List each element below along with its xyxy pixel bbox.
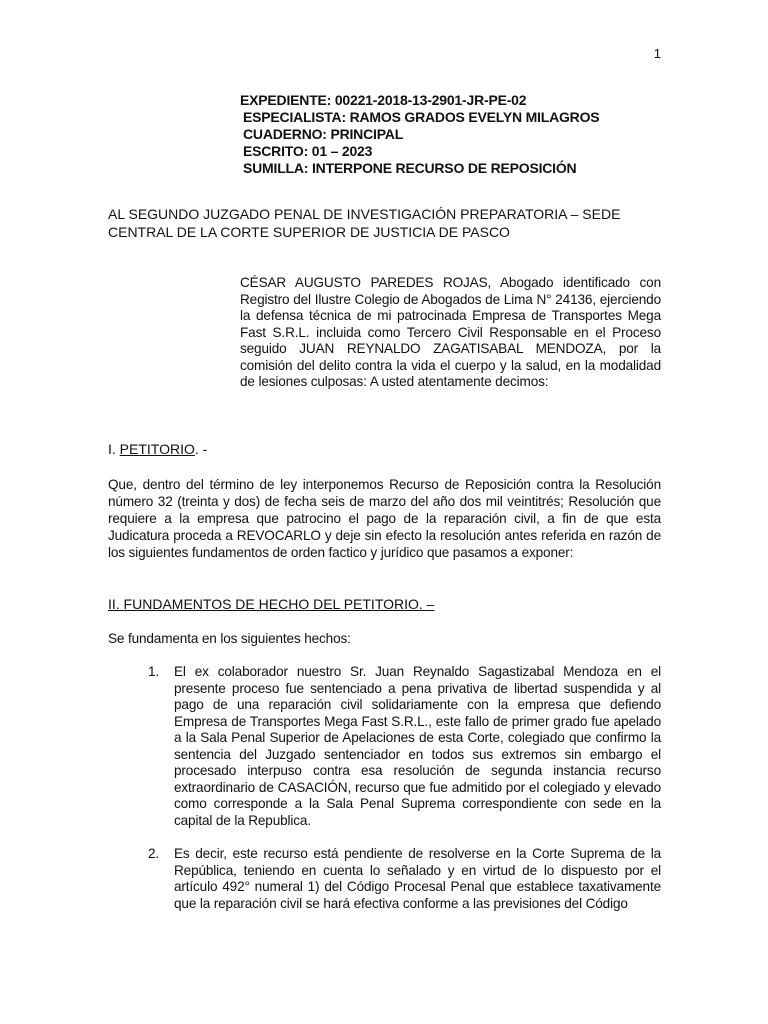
list-item-number: 2. (148, 846, 160, 861)
list-item (148, 846, 661, 912)
case-header (240, 92, 599, 177)
list-item-text: El ex colaborador nuestro Sr. Juan Reynaldo Sagastizabal Mendoza en el presente proceso fue sentenciado a pena privativa de libertad suspendida y al pago de una reparación civil solidariamente con la empresa que defiendo Empresa de Transportes Mega Fast S.R.L., este fallo de primer grado fue apelado a la Sala Penal Superior de Apelaciones de esta Corte, colegiado que confirmo la sentencia del Juzgado sentenciador en todos sus extremos sin embargo el procesado interpuso contra esa resolución de segunda instancia recurso extraordinario de CASACIÓN, recurso que fue admitido por el colegiado y elevado como corresponde a la Sala Penal Suprema correspondiente con sede en la capital de la Republica. (174, 664, 661, 828)
list-item-text: Es decir, este recurso está pendiente de resolverse en la Corte Suprema de la República, teniendo en cuenta lo señalado y en virtud de lo dispuesto por el artículo 492° numeral 1) del Código Procesal Penal que establece taxativamente que la reparación civil se hará efectiva conforme a las previsiones del Código (174, 846, 661, 911)
section-title: PETITORIO (119, 441, 195, 457)
especialista-line: ESPECIALISTA: RAMOS GRADOS EVELYN MILAGROS (243, 109, 600, 125)
page-number: 1 (653, 46, 661, 61)
section-fundamentos-heading: II. FUNDAMENTOS DE HECHO DEL PETITORIO. – (108, 596, 435, 612)
intro-paragraph: CÉSAR AUGUSTO PAREDES ROJAS, Abogado identificado con Registro del Ilustre Colegio de Abogados de Lima N° 24136, ejerciendo la defensa técnica de mi patrocinada Empresa de Transportes Mega Fast S.R.L. incluida como Tercero Civil Responsable en el Proceso seguido JUAN REYNALDO ZAGATISABAL MENDOZA, por la comisión del delito contra la vida el cuerpo y la salud, en la modalidad de lesiones culposas: A usted atentamente decimos: (240, 275, 661, 389)
list-item (148, 664, 661, 829)
section-suffix: . - (194, 441, 208, 457)
section-number: I. (108, 441, 120, 457)
sumilla-line: SUMILLA: INTERPONE RECURSO DE REPOSICIÓN (243, 160, 577, 176)
fundamentos-lead: Se fundamenta en los siguientes hechos: (108, 631, 351, 646)
addressee: AL SEGUNDO JUZGADO PENAL DE INVESTIGACIÓN PREPARATORIA – SEDE CENTRAL DE LA CORTE SUPERIOR DE JUSTICIA DE PASCO (108, 206, 621, 240)
escrito-line: ESCRITO: 01 – 2023 (243, 143, 373, 159)
fundamentos-list (148, 664, 661, 912)
cuaderno-line: CUADERNO: PRINCIPAL (243, 126, 404, 142)
expediente-line: EXPEDIENTE: 00221-2018-13-2901-JR-PE-02 (240, 92, 527, 108)
section-petitorio-heading (108, 441, 207, 458)
list-item-number: 1. (148, 664, 160, 679)
petitorio-paragraph: Que, dentro del término de ley interponemos Recurso de Reposición contra la Resolución número 32 (treinta y dos) de fecha seis de marzo del año dos mil veintitrés; Resolución que requiere a la empresa que patrocino el pago de la reparación civil, a fin de que esta Judicatura proceda a REVOCARLO y deje sin efecto la resolución antes referida en razón de los siguientes fundamentos de orden factico y jurídico que pasamos a exponer: (108, 477, 661, 560)
